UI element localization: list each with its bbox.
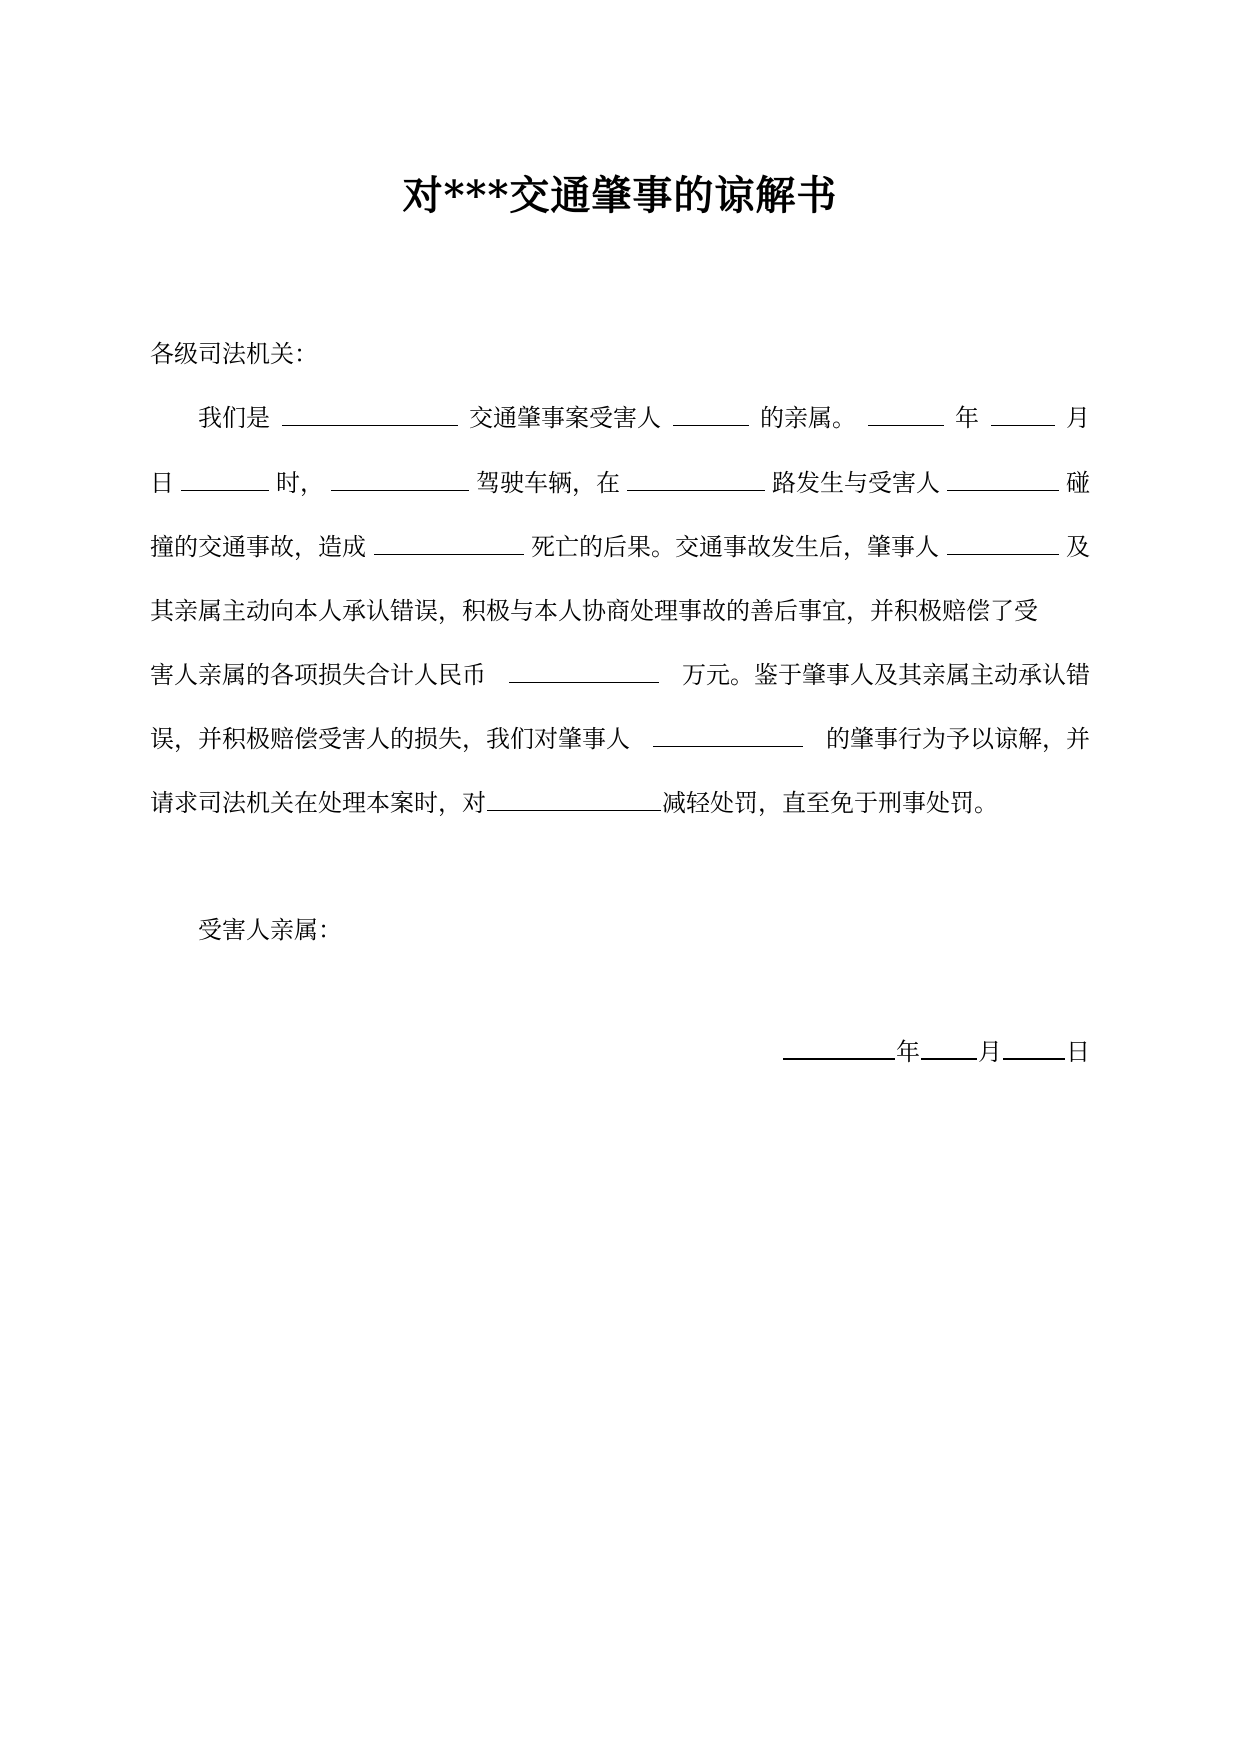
body-text: 时，: [276, 469, 324, 497]
blank-accident-case[interactable]: [282, 401, 458, 426]
body-line-6: [150, 721, 1090, 757]
body-text: 年: [955, 404, 979, 432]
date-year-label: 年: [896, 1038, 920, 1066]
blank-road[interactable]: [627, 466, 765, 491]
blank-sign-year[interactable]: [783, 1034, 895, 1060]
blank-sign-day[interactable]: [1003, 1034, 1065, 1060]
date-day-label: 日: [1066, 1038, 1090, 1066]
signature-date: [782, 1034, 1090, 1070]
blank-offender[interactable]: [947, 530, 1059, 555]
blank-offender-leniency[interactable]: [487, 786, 661, 811]
body-text: 撞的交通事故，造成: [150, 533, 366, 561]
body-text: 路发生与受害人: [772, 469, 940, 497]
body-line-1: [198, 400, 1090, 436]
blank-offender-name[interactable]: [653, 722, 803, 747]
salutation: 各级司法机关：: [150, 340, 318, 368]
blank-sign-month[interactable]: [921, 1034, 977, 1060]
body-text: 万元。鉴于肇事人及其亲属主动承认错: [682, 661, 1090, 689]
body-text: 减轻处罚，直至免于刑事处罚。: [662, 789, 998, 817]
body-text: 月: [1066, 404, 1090, 432]
body-text: 请求司法机关在处理本案时，对: [150, 789, 486, 817]
blank-compensation-amount[interactable]: [509, 658, 659, 683]
body-text: 死亡的后果。交通事故发生后，肇事人: [531, 533, 939, 561]
body-line-2: [150, 465, 1090, 501]
blank-year[interactable]: [868, 401, 944, 426]
blank-day[interactable]: [181, 466, 269, 491]
blank-victim-name[interactable]: [673, 401, 749, 426]
body-text: 驾驶车辆，在: [476, 469, 620, 497]
document-title: 对***交通肇事的谅解书: [402, 172, 838, 219]
body-text: 碰: [1066, 469, 1090, 497]
body-text: 其亲属主动向本人承认错误，积极与本人协商处理事故的善后事宜，并积极赔偿了受: [150, 597, 1038, 625]
body-text: 误，并积极赔偿受害人的损失，我们对肇事人: [150, 725, 630, 753]
blank-month[interactable]: [991, 401, 1055, 426]
blank-deceased[interactable]: [374, 530, 524, 555]
body-line-3: [150, 529, 1090, 565]
body-text: 我们是: [198, 404, 270, 432]
blank-driver-name[interactable]: [331, 466, 469, 491]
blank-victim[interactable]: [947, 466, 1059, 491]
body-line-5: [150, 657, 1090, 693]
body-line-4: [150, 593, 1090, 629]
body-text: 交通肇事案受害人: [469, 404, 661, 432]
body-text: 的亲属。: [760, 404, 856, 432]
body-text: 害人亲属的各项损失合计人民币: [150, 661, 486, 689]
date-month-label: 月: [978, 1038, 1002, 1066]
body-line-7: [150, 785, 1090, 821]
body-text: 的肇事行为予以谅解，并: [826, 725, 1090, 753]
body-text: 及: [1066, 533, 1090, 561]
signer-label: 受害人亲属：: [198, 916, 342, 944]
body-text: 日: [150, 469, 174, 497]
